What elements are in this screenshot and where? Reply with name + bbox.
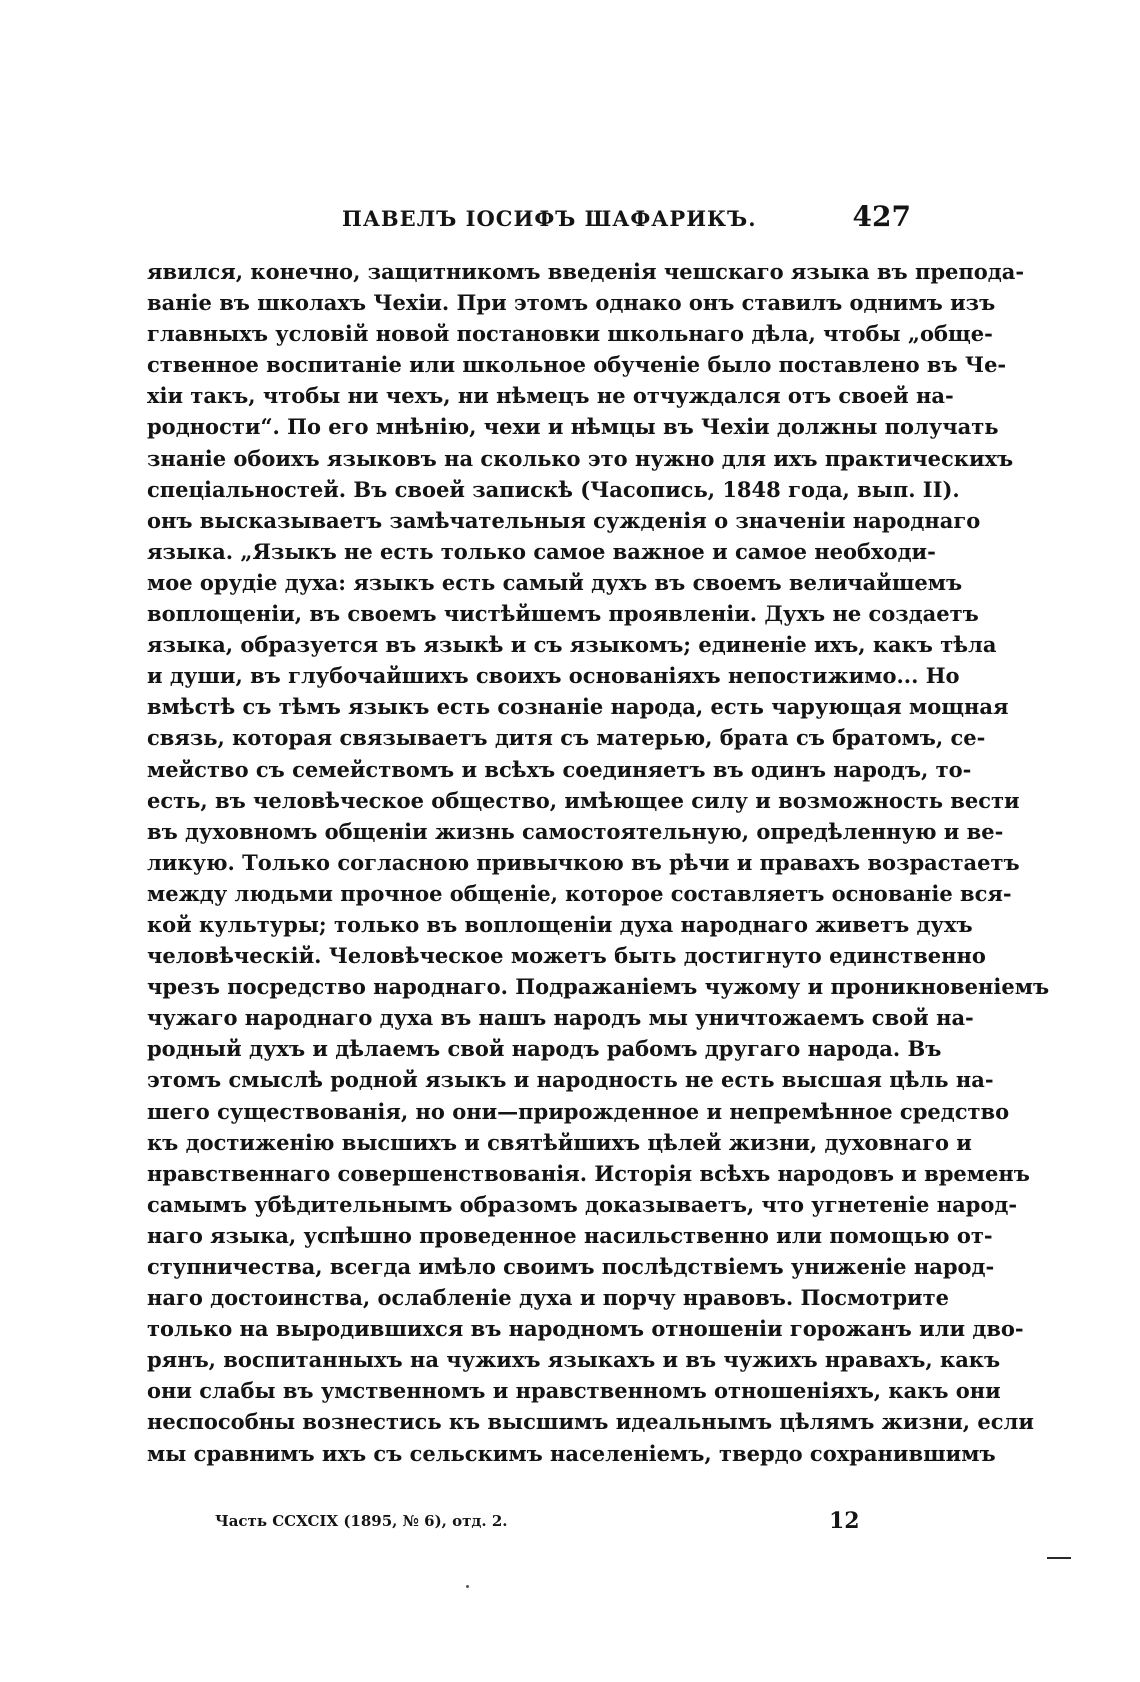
text-line: чрезъ посредство народнаго. Подражаніемъ чужому и проникновеніемъ (147, 974, 1050, 1000)
text-line: вмѣстѣ съ тѣмъ языкъ есть сознаніе народа, есть чарующая мощная (147, 694, 1009, 720)
text-line: мейство съ семействомъ и всѣхъ соединяетъ въ одинъ народъ, то- (147, 756, 972, 782)
text-line: ликую. Только согласною привычкою въ рѣчи и правахъ возрастаетъ (147, 849, 1020, 875)
text-line: онъ высказываетъ замѣчательныя сужденія о значеніи народнаго (147, 507, 981, 533)
text-line: они слабы въ умственномъ и нравственномъ отношеніяхъ, какъ они (147, 1378, 1001, 1404)
text-line: наго языка, успѣшно проведенное насильственно или помощью от- (147, 1222, 993, 1248)
signature-mark: 12 (829, 1508, 860, 1534)
text-line: къ достиженію высшихъ и святѣйшихъ цѣлей жизни, духовнаго и (147, 1129, 972, 1155)
text-line: родный духъ и дѣлаемъ свой народъ рабомъ другаго народа. Въ (147, 1036, 942, 1062)
text-line: есть, въ человѣческое общество, имѣющее силу и возможность вести (147, 787, 1020, 813)
text-line: самымъ убѣдительнымъ образомъ доказываетъ, что угнетеніе народ- (147, 1191, 1018, 1217)
text-line: связь, которая связываетъ дитя съ матерью, брата съ братомъ, се- (147, 725, 986, 751)
text-line: знаніе обоихъ языковъ на сколько это нужно для ихъ практическихъ (147, 445, 1014, 471)
body-text (147, 256, 1050, 1469)
text-line: явился, конечно, защитникомъ введенія чешскаго языка въ препода- (147, 259, 1025, 284)
text-line: воплощеніи, въ своемъ чистѣйшемъ проявленіи. Духъ не создаетъ (147, 601, 979, 627)
text-line: нравственнаго совершенствованія. Исторія всѣхъ народовъ и временъ (147, 1160, 1030, 1186)
text-line: рянъ, воспитанныхъ на чужихъ языкахъ и въ чужихъ нравахъ, какъ (147, 1347, 1001, 1373)
running-title: ПАВЕЛЪ ІОСИФЪ ШАФАРИКЪ. (342, 206, 757, 231)
text-line: наго достоинства, ослабленіе духа и порчу нравовъ. Посмотрите (147, 1285, 949, 1311)
text-line: между людьми прочное общеніе, которое составляетъ основаніе вся- (147, 880, 1012, 906)
text-line: ственное воспитаніе или школьное обученіе было поставлено въ Че- (147, 352, 1007, 378)
text-line: мы сравнимъ ихъ съ сельскимъ населеніемъ, твердо сохранившимъ (147, 1440, 996, 1466)
text-line: и души, въ глубочайшихъ своихъ основаніяхъ непостижимо... Но (147, 663, 960, 689)
text-line: главныхъ условій новой постановки школьнаго дѣла, чтобы „обще- (147, 321, 993, 347)
scan-edge-mark (1047, 1557, 1071, 1559)
text-line: ваніе въ школахъ Чехіи. При этомъ однако онъ ставилъ однимъ изъ (147, 290, 996, 316)
text-line: хіи такъ, чтобы ни чехъ, ни нѣмецъ не отчуждался отъ своей на- (147, 383, 954, 409)
text-line: спеціальностей. Въ своей запискѣ (Часопись, 1848 года, вып. II). (147, 476, 960, 502)
text-line: въ духовномъ общеніи жизнь самостоятельную, опредѣленную и ве- (147, 818, 1004, 844)
scan-speck (466, 1585, 469, 1588)
text-line: языка, образуется въ языкѣ и съ языкомъ; единеніе ихъ, какъ тѣла (147, 632, 997, 658)
page-footer (147, 1508, 919, 1536)
text-line: неспособны вознестись къ высшимъ идеальнымъ цѣлямъ жизни, если (147, 1409, 1034, 1435)
text-line: ступничества, всегда имѣло своимъ послѣдствіемъ униженіе народ- (147, 1254, 995, 1279)
page-header (147, 200, 919, 236)
page-number: 427 (852, 200, 911, 233)
text-line: языка. „Языкъ не есть только самое важное и самое необходи- (147, 538, 936, 564)
text-line: чужаго народнаго духа въ нашъ народъ мы уничтожаемъ свой на- (147, 1005, 974, 1031)
signature-note: Часть CCXCIX (1895, № 6), отд. 2. (215, 1512, 508, 1530)
text-line: мое орудіе духа: языкъ есть самый духъ въ своемъ величайшемъ (147, 569, 963, 595)
text-line: кой культуры; только въ воплощеніи духа народнаго живетъ духъ (147, 911, 973, 937)
text-line: человѣческій. Человѣческое можетъ быть достигнуто единственно (147, 943, 986, 969)
text-line: этомъ смыслѣ родной языкъ и народность не есть высшая цѣль на- (147, 1067, 994, 1093)
text-line: шего существованія, но они—прирожденное и непремѣнное средство (147, 1098, 1010, 1124)
text-line: родности“. По его мнѣнію, чехи и нѣмцы въ Чехіи должны получать (147, 414, 999, 440)
text-line: только на выродившихся въ народномъ отношеніи горожанъ или дво- (147, 1316, 1024, 1342)
